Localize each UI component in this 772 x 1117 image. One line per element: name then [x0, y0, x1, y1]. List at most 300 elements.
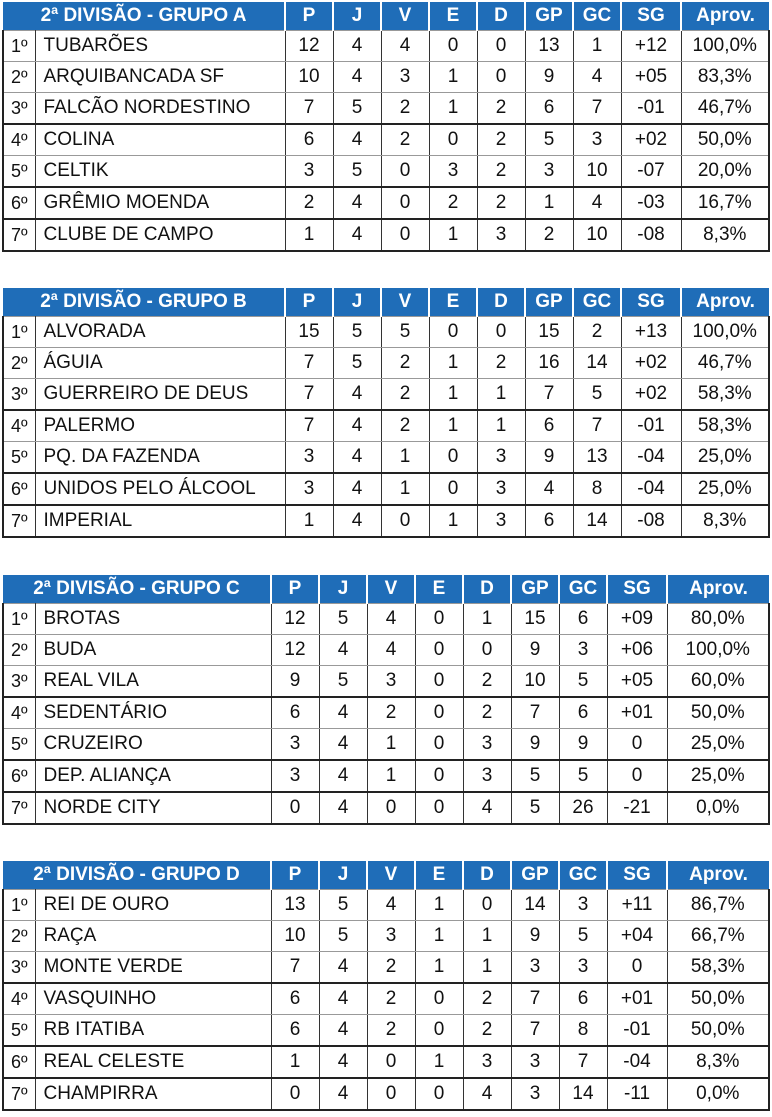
goals-for-cell: 5: [511, 792, 559, 824]
losses-cell: 2: [477, 93, 525, 125]
losses-cell: 3: [463, 729, 511, 761]
position-cell: 1º: [3, 604, 35, 635]
goals-for-cell: 7: [525, 379, 573, 411]
table-header-row: [3, 861, 769, 890]
col-header-goal-diff: SG: [607, 861, 667, 890]
position-cell: 3º: [3, 93, 35, 125]
standings-table-group-b: [2, 288, 770, 538]
wins-cell: 2: [381, 348, 429, 379]
games-cell: 5: [319, 666, 367, 698]
points-cell: 10: [285, 62, 333, 93]
wins-cell: 2: [381, 379, 429, 411]
team-name-cell: GUERREIRO DE DEUS: [35, 379, 285, 411]
team-name-cell: PQ. DA FAZENDA: [35, 442, 285, 474]
table-row: [3, 729, 769, 761]
wins-cell: 2: [367, 952, 415, 984]
col-header-games: J: [319, 575, 367, 604]
position-cell: 7º: [3, 792, 35, 824]
table-row: [3, 379, 769, 411]
losses-cell: 2: [463, 666, 511, 698]
table-row: [3, 604, 769, 635]
col-header-goals-for: GP: [511, 575, 559, 604]
games-cell: 4: [319, 697, 367, 729]
percentage-cell: 66,7%: [667, 921, 769, 952]
draws-cell: 0: [415, 729, 463, 761]
draws-cell: 1: [415, 952, 463, 984]
draws-cell: 1: [429, 505, 477, 537]
draws-cell: 0: [415, 983, 463, 1015]
group-title: 2ª DIVISÃO - GRUPO D: [3, 861, 271, 890]
col-header-goals-against: GC: [573, 2, 621, 31]
team-name-cell: REAL CELESTE: [35, 1046, 271, 1078]
position-cell: 6º: [3, 473, 35, 505]
wins-cell: 0: [381, 156, 429, 188]
games-cell: 5: [319, 604, 367, 635]
losses-cell: 2: [463, 983, 511, 1015]
games-cell: 5: [319, 890, 367, 921]
goal-diff-cell: -08: [621, 219, 681, 251]
goal-diff-cell: 0: [607, 729, 667, 761]
team-name-cell: MONTE VERDE: [35, 952, 271, 984]
points-cell: 3: [271, 760, 319, 792]
team-name-cell: COLINA: [35, 124, 285, 156]
group-title: 2ª DIVISÃO - GRUPO B: [3, 288, 285, 317]
draws-cell: 2: [429, 187, 477, 219]
goals-for-cell: 16: [525, 348, 573, 379]
goals-for-cell: 9: [511, 635, 559, 666]
position-cell: 2º: [3, 348, 35, 379]
team-name-cell: FALCÃO NORDESTINO: [35, 93, 285, 125]
percentage-cell: 16,7%: [681, 187, 769, 219]
goal-diff-cell: -01: [621, 410, 681, 442]
draws-cell: 0: [429, 124, 477, 156]
wins-cell: 0: [381, 505, 429, 537]
games-cell: 4: [319, 729, 367, 761]
goal-diff-cell: +09: [607, 604, 667, 635]
goals-against-cell: 9: [559, 729, 607, 761]
table-row: [3, 348, 769, 379]
losses-cell: 3: [477, 505, 525, 537]
table-row: [3, 1078, 769, 1110]
team-name-cell: RAÇA: [35, 921, 271, 952]
losses-cell: 4: [463, 1078, 511, 1110]
goal-diff-cell: -07: [621, 156, 681, 188]
position-cell: 1º: [3, 890, 35, 921]
percentage-cell: 25,0%: [681, 442, 769, 474]
position-cell: 1º: [3, 317, 35, 348]
wins-cell: 2: [381, 410, 429, 442]
wins-cell: 0: [367, 792, 415, 824]
draws-cell: 0: [415, 666, 463, 698]
goals-for-cell: 3: [525, 156, 573, 188]
position-cell: 4º: [3, 697, 35, 729]
losses-cell: 1: [477, 379, 525, 411]
goal-diff-cell: -08: [621, 505, 681, 537]
goal-diff-cell: -04: [621, 473, 681, 505]
goals-for-cell: 2: [525, 219, 573, 251]
draws-cell: 1: [429, 93, 477, 125]
points-cell: 7: [271, 952, 319, 984]
percentage-cell: 8,3%: [667, 1046, 769, 1078]
wins-cell: 1: [367, 760, 415, 792]
team-name-cell: DEP. ALIANÇA: [35, 760, 271, 792]
losses-cell: 4: [463, 792, 511, 824]
table-row: [3, 187, 769, 219]
col-header-points: P: [285, 288, 333, 317]
draws-cell: 0: [415, 635, 463, 666]
standings-table-group-a: [2, 2, 770, 252]
goals-for-cell: 4: [525, 473, 573, 505]
col-header-points: P: [285, 2, 333, 31]
games-cell: 5: [333, 93, 381, 125]
team-name-cell: CELTIK: [35, 156, 285, 188]
table-row: [3, 473, 769, 505]
percentage-cell: 86,7%: [667, 890, 769, 921]
wins-cell: 2: [367, 983, 415, 1015]
goal-diff-cell: -04: [607, 1046, 667, 1078]
table-header-row: [3, 2, 769, 31]
col-header-losses: D: [477, 2, 525, 31]
goal-diff-cell: +02: [621, 124, 681, 156]
draws-cell: 1: [429, 219, 477, 251]
games-cell: 4: [319, 792, 367, 824]
col-header-goal-diff: SG: [621, 2, 681, 31]
draws-cell: 0: [415, 792, 463, 824]
table-row: [3, 505, 769, 537]
percentage-cell: 60,0%: [667, 666, 769, 698]
col-header-goals-for: GP: [525, 288, 573, 317]
goal-diff-cell: +04: [607, 921, 667, 952]
points-cell: 10: [271, 921, 319, 952]
draws-cell: 1: [429, 379, 477, 411]
percentage-cell: 50,0%: [667, 983, 769, 1015]
col-header-percentage: Aprov.: [667, 861, 769, 890]
goals-against-cell: 10: [573, 156, 621, 188]
standings-table-group-d: [2, 861, 770, 1111]
goals-against-cell: 14: [573, 348, 621, 379]
table-row: [3, 1046, 769, 1078]
team-name-cell: CLUBE DE CAMPO: [35, 219, 285, 251]
wins-cell: 1: [381, 442, 429, 474]
draws-cell: 1: [429, 410, 477, 442]
goals-against-cell: 5: [559, 921, 607, 952]
points-cell: 6: [271, 983, 319, 1015]
losses-cell: 3: [477, 442, 525, 474]
position-cell: 3º: [3, 379, 35, 411]
col-header-goals-for: GP: [525, 2, 573, 31]
points-cell: 2: [285, 187, 333, 219]
position-cell: 1º: [3, 31, 35, 62]
draws-cell: 0: [415, 1015, 463, 1047]
goals-against-cell: 13: [573, 442, 621, 474]
losses-cell: 2: [477, 156, 525, 188]
goals-for-cell: 9: [525, 442, 573, 474]
goals-for-cell: 9: [525, 62, 573, 93]
goals-against-cell: 2: [573, 317, 621, 348]
team-name-cell: UNIDOS PELO ÁLCOOL: [35, 473, 285, 505]
losses-cell: 2: [463, 697, 511, 729]
points-cell: 3: [285, 473, 333, 505]
group-title: 2ª DIVISÃO - GRUPO A: [3, 2, 285, 31]
games-cell: 4: [319, 983, 367, 1015]
games-cell: 4: [333, 219, 381, 251]
wins-cell: 2: [381, 124, 429, 156]
col-header-percentage: Aprov.: [681, 2, 769, 31]
goal-diff-cell: +13: [621, 317, 681, 348]
draws-cell: 1: [429, 348, 477, 379]
col-header-wins: V: [367, 575, 415, 604]
losses-cell: 2: [463, 1015, 511, 1047]
goal-diff-cell: +11: [607, 890, 667, 921]
position-cell: 7º: [3, 219, 35, 251]
losses-cell: 3: [463, 1046, 511, 1078]
position-cell: 4º: [3, 410, 35, 442]
goal-diff-cell: 0: [607, 952, 667, 984]
goal-diff-cell: +05: [607, 666, 667, 698]
table-row: [3, 760, 769, 792]
goals-for-cell: 10: [511, 666, 559, 698]
points-cell: 9: [271, 666, 319, 698]
points-cell: 7: [285, 93, 333, 125]
points-cell: 0: [271, 792, 319, 824]
draws-cell: 0: [415, 604, 463, 635]
losses-cell: 1: [463, 921, 511, 952]
col-header-games: J: [333, 2, 381, 31]
goals-for-cell: 3: [511, 952, 559, 984]
games-cell: 4: [333, 379, 381, 411]
table-row: [3, 983, 769, 1015]
team-name-cell: IMPERIAL: [35, 505, 285, 537]
goal-diff-cell: +06: [607, 635, 667, 666]
games-cell: 4: [319, 1078, 367, 1110]
goals-against-cell: 7: [573, 93, 621, 125]
team-name-cell: TUBARÕES: [35, 31, 285, 62]
games-cell: 4: [333, 187, 381, 219]
points-cell: 13: [271, 890, 319, 921]
games-cell: 4: [319, 1046, 367, 1078]
draws-cell: 1: [429, 62, 477, 93]
percentage-cell: 58,3%: [681, 379, 769, 411]
col-header-games: J: [333, 288, 381, 317]
percentage-cell: 80,0%: [667, 604, 769, 635]
wins-cell: 4: [381, 31, 429, 62]
table-row: [3, 1015, 769, 1047]
goals-against-cell: 26: [559, 792, 607, 824]
col-header-goal-diff: SG: [607, 575, 667, 604]
table-row: [3, 219, 769, 251]
draws-cell: 0: [415, 760, 463, 792]
games-cell: 5: [319, 921, 367, 952]
table-header-row: [3, 288, 769, 317]
team-name-cell: BUDA: [35, 635, 271, 666]
goal-diff-cell: -21: [607, 792, 667, 824]
goals-against-cell: 7: [573, 410, 621, 442]
goals-for-cell: 6: [525, 93, 573, 125]
goals-against-cell: 14: [573, 505, 621, 537]
team-name-cell: NORDE CITY: [35, 792, 271, 824]
goals-against-cell: 10: [573, 219, 621, 251]
col-header-points: P: [271, 861, 319, 890]
position-cell: 5º: [3, 1015, 35, 1047]
games-cell: 4: [319, 635, 367, 666]
points-cell: 3: [271, 729, 319, 761]
table-row: [3, 124, 769, 156]
losses-cell: 3: [477, 473, 525, 505]
wins-cell: 0: [381, 187, 429, 219]
goal-diff-cell: +05: [621, 62, 681, 93]
draws-cell: 0: [415, 697, 463, 729]
goals-against-cell: 5: [573, 379, 621, 411]
wins-cell: 1: [367, 729, 415, 761]
percentage-cell: 8,3%: [681, 505, 769, 537]
team-name-cell: CHAMPIRRA: [35, 1078, 271, 1110]
goals-against-cell: 5: [559, 666, 607, 698]
losses-cell: 0: [463, 890, 511, 921]
table-row: [3, 635, 769, 666]
goal-diff-cell: -11: [607, 1078, 667, 1110]
team-name-cell: ALVORADA: [35, 317, 285, 348]
losses-cell: 3: [463, 760, 511, 792]
points-cell: 6: [271, 1015, 319, 1047]
percentage-cell: 83,3%: [681, 62, 769, 93]
goals-against-cell: 6: [559, 697, 607, 729]
percentage-cell: 25,0%: [667, 729, 769, 761]
percentage-cell: 50,0%: [667, 697, 769, 729]
losses-cell: 1: [463, 952, 511, 984]
percentage-cell: 25,0%: [681, 473, 769, 505]
losses-cell: 0: [477, 31, 525, 62]
goals-for-cell: 3: [511, 1078, 559, 1110]
losses-cell: 0: [463, 635, 511, 666]
position-cell: 7º: [3, 1078, 35, 1110]
games-cell: 4: [333, 124, 381, 156]
position-cell: 5º: [3, 729, 35, 761]
percentage-cell: 46,7%: [681, 93, 769, 125]
col-header-draws: E: [415, 575, 463, 604]
position-cell: 2º: [3, 635, 35, 666]
points-cell: 0: [271, 1078, 319, 1110]
wins-cell: 3: [381, 62, 429, 93]
games-cell: 4: [319, 952, 367, 984]
col-header-goals-against: GC: [573, 288, 621, 317]
points-cell: 1: [271, 1046, 319, 1078]
position-cell: 6º: [3, 1046, 35, 1078]
goal-diff-cell: -04: [621, 442, 681, 474]
goal-diff-cell: +02: [621, 379, 681, 411]
wins-cell: 4: [367, 635, 415, 666]
position-cell: 4º: [3, 124, 35, 156]
draws-cell: 1: [415, 921, 463, 952]
goal-diff-cell: +12: [621, 31, 681, 62]
games-cell: 4: [319, 760, 367, 792]
team-name-cell: ÁGUIA: [35, 348, 285, 379]
wins-cell: 4: [367, 890, 415, 921]
wins-cell: 5: [381, 317, 429, 348]
goals-against-cell: 14: [559, 1078, 607, 1110]
team-name-cell: GRÊMIO MOENDA: [35, 187, 285, 219]
table-row: [3, 93, 769, 125]
games-cell: 4: [333, 31, 381, 62]
col-header-games: J: [319, 861, 367, 890]
team-name-cell: BROTAS: [35, 604, 271, 635]
points-cell: 12: [271, 635, 319, 666]
position-cell: 2º: [3, 921, 35, 952]
team-name-cell: REI DE OURO: [35, 890, 271, 921]
table-row: [3, 410, 769, 442]
col-header-goals-against: GC: [559, 861, 607, 890]
col-header-percentage: Aprov.: [667, 575, 769, 604]
wins-cell: 0: [367, 1078, 415, 1110]
draws-cell: 0: [429, 473, 477, 505]
position-cell: 5º: [3, 156, 35, 188]
goals-against-cell: 8: [559, 1015, 607, 1047]
table-row: [3, 890, 769, 921]
team-name-cell: RB ITATIBA: [35, 1015, 271, 1047]
position-cell: 4º: [3, 983, 35, 1015]
points-cell: 1: [285, 505, 333, 537]
table-row: [3, 156, 769, 188]
standings-table-group-c: [2, 575, 770, 825]
col-header-goals-against: GC: [559, 575, 607, 604]
points-cell: 3: [285, 442, 333, 474]
goals-against-cell: 5: [559, 760, 607, 792]
col-header-draws: E: [429, 2, 477, 31]
percentage-cell: 50,0%: [681, 124, 769, 156]
games-cell: 5: [333, 317, 381, 348]
goals-for-cell: 13: [525, 31, 573, 62]
wins-cell: 0: [367, 1046, 415, 1078]
losses-cell: 1: [463, 604, 511, 635]
goals-against-cell: 4: [573, 62, 621, 93]
goals-against-cell: 4: [573, 187, 621, 219]
percentage-cell: 8,3%: [681, 219, 769, 251]
wins-cell: 4: [367, 604, 415, 635]
table-row: [3, 442, 769, 474]
col-header-goal-diff: SG: [621, 288, 681, 317]
col-header-wins: V: [381, 2, 429, 31]
losses-cell: 2: [477, 187, 525, 219]
goals-for-cell: 5: [511, 760, 559, 792]
table-row: [3, 31, 769, 62]
goals-against-cell: 6: [559, 604, 607, 635]
goals-against-cell: 8: [573, 473, 621, 505]
position-cell: 2º: [3, 62, 35, 93]
position-cell: 6º: [3, 760, 35, 792]
percentage-cell: 0,0%: [667, 792, 769, 824]
goal-diff-cell: +02: [621, 348, 681, 379]
col-header-draws: E: [415, 861, 463, 890]
goals-for-cell: 6: [525, 410, 573, 442]
losses-cell: 2: [477, 348, 525, 379]
wins-cell: 3: [367, 666, 415, 698]
goals-for-cell: 14: [511, 890, 559, 921]
points-cell: 12: [271, 604, 319, 635]
wins-cell: 2: [381, 93, 429, 125]
table-row: [3, 921, 769, 952]
goal-diff-cell: -01: [621, 93, 681, 125]
points-cell: 1: [285, 219, 333, 251]
goal-diff-cell: -03: [621, 187, 681, 219]
losses-cell: 1: [477, 410, 525, 442]
col-header-wins: V: [367, 861, 415, 890]
losses-cell: 3: [477, 219, 525, 251]
col-header-points: P: [271, 575, 319, 604]
points-cell: 7: [285, 410, 333, 442]
points-cell: 7: [285, 379, 333, 411]
draws-cell: 1: [415, 890, 463, 921]
goals-for-cell: 1: [525, 187, 573, 219]
goals-for-cell: 7: [511, 697, 559, 729]
